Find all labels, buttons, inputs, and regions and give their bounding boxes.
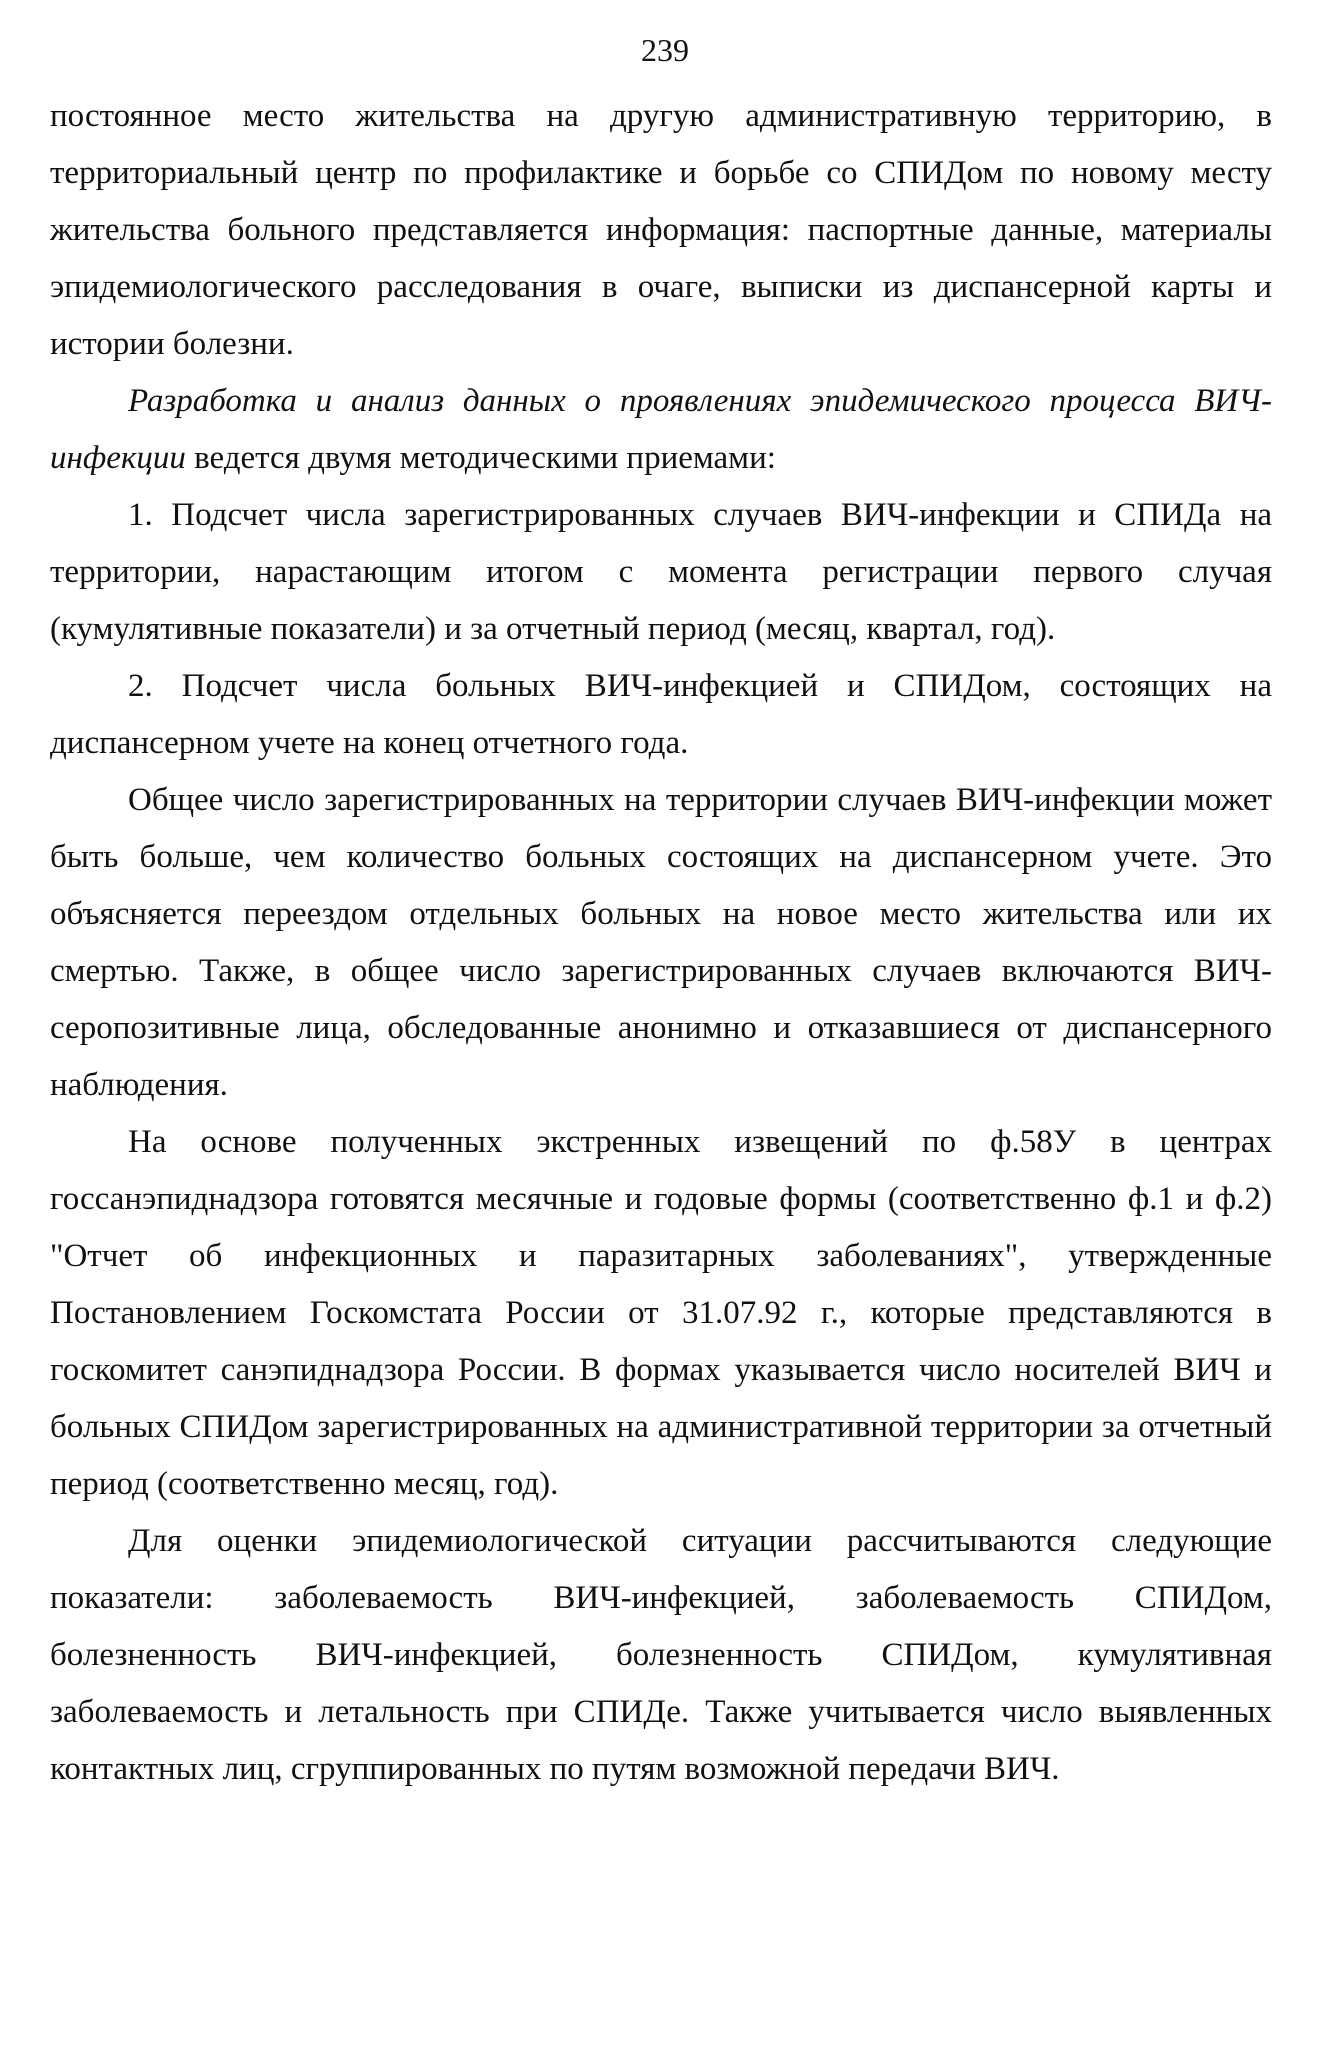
paragraph-methods-intro <box>50 373 1272 487</box>
italic-heading: Разработка и анализ данных о проявлениях эпидемического процесса ВИЧ-инфекции <box>50 383 1272 476</box>
list-item-1: 1. Подсчет числа зарегистрированных случаев ВИЧ-инфекции и СПИДа на территории, нарастающим итогом с момента регистрации первого случая (кумулятивные показатели) и за отчетный период (месяц, квартал, год). <box>50 497 1272 647</box>
paragraph-indicators: Для оценки эпидемиологической ситуации рассчитываются следующие показатели: заболеваемость ВИЧ-инфекцией, заболеваемость СПИДом, болезненность ВИЧ-инфекцией, болезненность СПИДом, кумулятивная заболеваемость и летальность при СПИДе. Также учитывается число выявленных контактных лиц, сгруппированных по путям возможной передачи ВИЧ. <box>50 1523 1272 1787</box>
paragraph-continuation: постоянное место жительства на другую административную территорию, в территориальный центр по профилактике и борьбе со СПИДом по новому месту жительства больного представляется информация: паспортные данные, материалы эпидемиологического расследования в очаге, выписки из диспансерной карты и истории болезни. <box>50 98 1272 362</box>
paragraph-reporting-forms: На основе полученных экстренных извещений по ф.58У в центрах госсанэпиднадзора готовятся месячные и годовые формы (соответственно ф.1 и ф.2) "Отчет об инфекционных и паразитарных заболеваниях", утвержденные Постановлением Госкомстата России от 31.07.92 г., которые представляются в госкомитет санэпиднадзора России. В формах указывается число носителей ВИЧ и больных СПИДом зарегистрированных на административной территории за отчетный период (соответственно месяц, год). <box>50 1124 1272 1502</box>
document-body <box>50 88 1272 1798</box>
list-item-2: 2. Подсчет числа больных ВИЧ-инфекцией и СПИДом, состоящих на диспансерном учете на конец отчетного года. <box>50 668 1272 761</box>
paragraph-methods-intro-rest: ведется двумя методическими приемами: <box>185 440 776 476</box>
paragraph-total-cases: Общее число зарегистрированных на территории случаев ВИЧ-инфекции может быть больше, чем количество больных состоящих на диспансерном учете. Это объясняется переездом отдельных больных на новое место жительства или их смертью. Также, в общее число зарегистрированных случаев включаются ВИЧ-серопозитивные лица, обследованные анонимно и отказавшиеся от диспансерного наблюдения. <box>50 782 1272 1103</box>
page-number: 239 <box>641 32 689 68</box>
